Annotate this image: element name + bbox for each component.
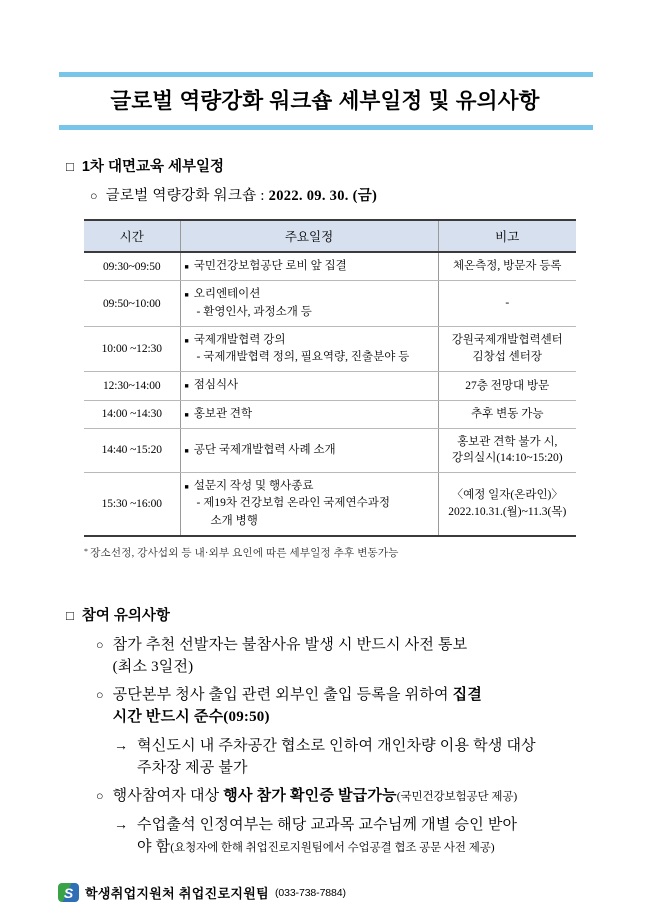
cell-main-line: 점심식사 xyxy=(193,379,239,392)
table-row xyxy=(84,326,576,372)
square-bullet-icon: □ xyxy=(66,607,74,623)
cell-note-line: 강의실시(14:10~15:20) xyxy=(451,452,563,465)
cell-note xyxy=(438,400,576,428)
cell-time: 09:30~09:50 xyxy=(84,252,180,281)
cell-note xyxy=(438,252,576,281)
section2-heading xyxy=(66,604,592,625)
cell-note xyxy=(438,428,576,472)
schedule-table xyxy=(84,219,576,537)
notice-line: (최소 3일전) xyxy=(112,658,194,675)
cell-main-line: - 환영인사, 과정소개 등 xyxy=(196,305,312,318)
section-schedule xyxy=(58,155,592,560)
cell-note-line: 추후 변동 가능 xyxy=(471,407,544,420)
circle-bullet-icon: ○ xyxy=(96,637,104,652)
notice-line: 혁신도시 내 주차공간 협소로 인하여 개인차량 이용 학생 대상 xyxy=(137,737,536,754)
title-rule-bottom xyxy=(59,125,593,130)
table-header-row xyxy=(84,220,576,252)
cell-note-line: 강원국제개발협력센터 xyxy=(451,334,563,347)
cell-main xyxy=(180,252,438,281)
notice-line-note: (요청자에 한해 취업진로지원팀에서 수업공결 협조 공문 사전 제공) xyxy=(170,841,495,854)
list-item xyxy=(96,635,592,679)
cell-main-line: 홍보관 견학 xyxy=(193,407,253,420)
item-bullet-icon: ■ xyxy=(184,410,189,419)
table-row xyxy=(84,428,576,472)
workshop-date: 2022. 09. 30. (금) xyxy=(268,188,378,204)
footer-org-name: 학생취업지원처 취업진로지원팀 xyxy=(85,886,269,901)
notice-line: 행사참여자 대상 xyxy=(112,788,224,805)
cell-main-line: 오리엔테이션 xyxy=(193,288,261,301)
workshop-label: 글로벌 역량강화 워크숍 : xyxy=(105,188,269,204)
cell-note-line: 체온측정, 방문자 등록 xyxy=(452,260,562,273)
notice-line: 참가 추천 선발자는 불참사유 발생 시 반드시 사전 통보 xyxy=(112,636,468,653)
item-bullet-icon: ■ xyxy=(184,382,189,391)
list-item xyxy=(96,786,592,808)
cell-note xyxy=(438,326,576,372)
notice-line: 수업출석 인정여부는 해당 교과목 교수님께 개별 승인 받아 xyxy=(137,817,518,834)
table-row xyxy=(84,473,576,536)
cell-main-line: - 제19차 건강보험 온라인 국제연수과정 xyxy=(196,497,390,510)
notice-line-emphasis: 행사 참가 확인증 발급가능 xyxy=(223,788,397,805)
col-header-main: 주요일정 xyxy=(180,220,438,252)
table-row xyxy=(84,372,576,400)
logo-glyph: S xyxy=(63,884,74,901)
cell-main-line: 국제개발협력 강의 xyxy=(193,333,286,346)
cell-time: 14:40 ~15:20 xyxy=(84,428,180,472)
list-item xyxy=(96,685,592,729)
cell-time: 09:50~10:00 xyxy=(84,281,180,327)
item-bullet-icon: ■ xyxy=(184,291,189,300)
footer xyxy=(58,883,346,902)
cell-main xyxy=(180,400,438,428)
cell-time: 14:00 ~14:30 xyxy=(84,400,180,428)
cell-note xyxy=(438,281,576,327)
notice-line: 야 함 xyxy=(137,838,171,855)
cell-main xyxy=(180,428,438,472)
cell-note-line: 2022.10.31.(월)~11.3(목) xyxy=(448,505,567,518)
footer-telephone: (033-738-7884) xyxy=(274,886,346,899)
cell-time: 15:30 ~16:00 xyxy=(84,473,180,536)
cell-main xyxy=(180,326,438,372)
item-bullet-icon: ■ xyxy=(184,446,189,455)
asterisk-icon: * xyxy=(84,546,89,556)
list-item xyxy=(114,815,592,859)
cell-main-line: 국민건강보험공단 로비 앞 집결 xyxy=(193,260,347,272)
cell-note-line: 27층 전망대 방문 xyxy=(465,379,550,392)
notice-list xyxy=(58,635,592,859)
table-row xyxy=(84,281,576,327)
section2-heading-label: 참여 유의사항 xyxy=(81,607,170,624)
cell-main-line: 소개 병행 xyxy=(210,514,258,527)
section-notice xyxy=(58,604,592,859)
cell-note xyxy=(438,372,576,400)
cell-main xyxy=(180,372,438,400)
schedule-table-body xyxy=(84,252,576,536)
col-header-time: 시간 xyxy=(84,220,180,252)
item-bullet-icon: ■ xyxy=(184,263,189,271)
section1-subline xyxy=(90,184,592,205)
circle-bullet-icon: ○ xyxy=(96,789,104,804)
item-bullet-icon: ■ xyxy=(184,336,189,345)
table-footnote-text: 장소선정, 강사섭외 등 내·외부 요인에 따른 세부일정 추후 변동가능 xyxy=(90,547,399,559)
cell-main-line: - 국제개발협력 정의, 필요역량, 진출분야 등 xyxy=(196,351,410,363)
list-item xyxy=(114,736,592,780)
section1-heading xyxy=(66,155,592,176)
table-row xyxy=(84,252,576,281)
cell-time: 12:30~14:00 xyxy=(84,372,180,400)
square-bullet-icon: □ xyxy=(66,159,74,174)
cell-main-line: 공단 국제개발협력 사례 소개 xyxy=(193,443,336,456)
cell-note-line: 김창섭 센터장 xyxy=(472,351,543,363)
cell-main xyxy=(180,473,438,536)
page-title: 글로벌 역량강화 워크숍 세부일정 및 유의사항 xyxy=(110,89,540,113)
notice-line-note: (국민건강보험공단 제공) xyxy=(396,791,518,804)
notice-line: 공단본부 청사 출입 관련 외부인 출입 등록을 위하여 xyxy=(112,687,453,704)
table-row xyxy=(84,400,576,428)
title-block xyxy=(58,72,592,130)
cell-time: 10:00 ~12:30 xyxy=(84,326,180,372)
col-header-note: 비고 xyxy=(438,220,576,252)
cell-note-line: 〈예정 일자(온라인)〉 xyxy=(451,489,563,502)
arrow-right-icon: → xyxy=(114,818,128,834)
section1-heading-label: 1차 대면교육 세부일정 xyxy=(81,159,225,175)
notice-line-emphasis: 시간 반드시 준수(09:50) xyxy=(112,709,270,726)
university-logo-icon xyxy=(58,883,79,902)
cell-note xyxy=(438,473,576,536)
circle-bullet-icon: ○ xyxy=(90,189,98,203)
cell-note-line: - xyxy=(505,297,510,310)
arrow-right-icon: → xyxy=(114,738,128,754)
circle-bullet-icon: ○ xyxy=(96,688,104,703)
cell-note-line: 홍보관 견학 불가 시, xyxy=(457,435,558,448)
notice-line-emphasis: 집결 xyxy=(452,687,483,704)
notice-line: 주차장 제공 불가 xyxy=(137,759,248,776)
table-footnote xyxy=(84,545,592,560)
cell-main xyxy=(180,281,438,327)
cell-main-line: 설문지 작성 및 행사종료 xyxy=(193,480,314,493)
item-bullet-icon: ■ xyxy=(184,483,189,492)
